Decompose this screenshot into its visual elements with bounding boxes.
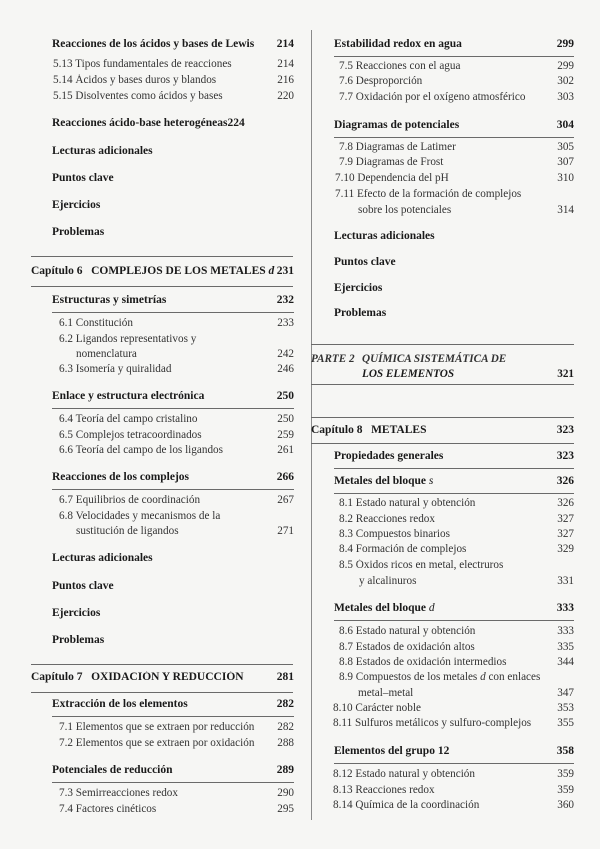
divider xyxy=(52,489,294,490)
chapter-title: COMPLEJOS DE LOS METALES xyxy=(91,265,269,277)
toc-page-number: 295 xyxy=(277,803,294,815)
toc-entry[interactable] xyxy=(339,559,574,571)
toc-entry-title: 8.7 Estados de oxidación altos xyxy=(339,641,475,653)
toc-page-number: 290 xyxy=(277,787,294,799)
toc-item-label: Ejercicios xyxy=(52,607,101,619)
divider xyxy=(31,286,293,287)
divider xyxy=(334,493,574,494)
toc-entry[interactable] xyxy=(59,429,294,441)
toc-page-number: 289 xyxy=(276,764,294,776)
toc-entry-title: 6.7 Equilibrios de coordinación xyxy=(59,494,201,506)
toc-entry-title: 8.13 Reacciones redox xyxy=(333,784,435,796)
toc-entry[interactable] xyxy=(59,510,294,522)
divider xyxy=(334,763,574,764)
toc-entry-continued[interactable] xyxy=(358,204,574,216)
toc-entry-title: 7.6 Desproporción xyxy=(339,75,423,87)
toc-section-title: Diagramas de potenciales xyxy=(334,119,460,131)
toc-item-label: Lecturas adicionales xyxy=(52,552,153,564)
toc-entry[interactable] xyxy=(59,803,294,815)
toc-page-number: 288 xyxy=(277,737,294,749)
toc-page-number: 305 xyxy=(557,141,574,153)
toc-entry[interactable] xyxy=(333,768,574,780)
chapter-title: METALES xyxy=(371,424,427,436)
toc-entry-title: 7.3 Semirreacciones redox xyxy=(59,787,178,799)
toc-entry-title: 8.1 Estado natural y obtención xyxy=(339,497,476,509)
toc-page-number: 233 xyxy=(277,317,294,329)
toc-entry[interactable] xyxy=(339,60,574,72)
toc-page-number: 335 xyxy=(557,641,574,653)
toc-entry-title: 5.14 Ácidos y bases duros y blandos xyxy=(53,74,217,86)
toc-page-number: 360 xyxy=(557,799,574,811)
toc-page-number: 323 xyxy=(556,450,574,462)
divider xyxy=(52,408,294,409)
toc-page-number: 214 xyxy=(276,38,294,50)
toc-entry-title: 6.8 Velocidades y mecanismos de la xyxy=(59,510,221,522)
toc-page-number: 347 xyxy=(557,687,574,699)
toc-section[interactable] xyxy=(52,471,294,483)
toc-exercises[interactable] xyxy=(52,607,100,619)
toc-section[interactable] xyxy=(334,475,574,487)
toc-item-label: Puntos clave xyxy=(52,580,114,592)
toc-section-title: Metales del bloque xyxy=(334,475,429,487)
toc-entry-title: nomenclatura xyxy=(76,348,137,360)
toc-entry-title: 7.1 Elementos que se extraen por reducción xyxy=(59,721,255,733)
toc-exercises[interactable] xyxy=(334,282,382,294)
toc-section-title: Estructuras y simetrías xyxy=(52,294,167,306)
toc-entry[interactable] xyxy=(339,513,574,525)
toc-entry-title: 8.6 Estado natural y obtención xyxy=(339,625,476,637)
toc-entry[interactable] xyxy=(333,702,574,714)
toc-entry-title: 8.11 Sulfuros metálicos y sulfuro-complejos xyxy=(333,717,532,729)
toc-entry[interactable] xyxy=(59,444,294,456)
toc-page-number: 327 xyxy=(557,528,574,540)
toc-entry-title-rest: con enlaces xyxy=(485,671,541,683)
toc-entry[interactable] xyxy=(333,799,574,811)
toc-entry-title: 7.10 Dependencia del pH xyxy=(335,172,449,184)
part-title-line2: LOS ELEMENTOS xyxy=(362,368,455,380)
toc-page-number: 333 xyxy=(557,625,574,637)
toc-entry-title: sobre los potenciales xyxy=(358,204,452,216)
toc-entry[interactable] xyxy=(333,784,574,796)
chapter-label: Capítulo 6 xyxy=(31,265,83,277)
toc-entry-title: 8.8 Estados de oxidación intermedios xyxy=(339,656,507,668)
toc-page-number: 214 xyxy=(277,58,294,70)
toc-page-number: 358 xyxy=(556,745,574,757)
toc-section-title: Potenciales de reducción xyxy=(52,764,173,776)
toc-entry[interactable] xyxy=(339,497,574,509)
toc-entry[interactable] xyxy=(339,641,574,653)
toc-further-reading[interactable] xyxy=(334,230,435,242)
toc-entry[interactable] xyxy=(59,413,294,425)
toc-entry[interactable] xyxy=(339,75,574,87)
toc-item-label: Lecturas adicionales xyxy=(52,145,153,157)
divider xyxy=(31,664,293,665)
toc-page-number: 344 xyxy=(557,656,574,668)
toc-item-label: Problemas xyxy=(52,226,105,238)
toc-item-label: Lecturas adicionales xyxy=(334,230,435,242)
toc-section[interactable] xyxy=(52,294,294,306)
toc-page-number: 304 xyxy=(556,119,574,131)
toc-page-number: 353 xyxy=(557,702,574,714)
toc-page-number: 242 xyxy=(277,348,294,360)
toc-entry-title: metal–metal xyxy=(358,687,414,699)
toc-chapter[interactable] xyxy=(31,671,294,683)
toc-entry-title: 6.1 Constitución xyxy=(59,317,133,329)
toc-page-number: 220 xyxy=(277,90,294,102)
divider xyxy=(31,692,293,693)
divider xyxy=(52,782,294,783)
toc-section-title-italic: s xyxy=(428,475,434,487)
toc-entry[interactable] xyxy=(59,333,294,345)
part-label: PARTE 2 xyxy=(311,353,355,365)
toc-section-title: Metales del bloque xyxy=(334,602,429,614)
toc-page-number: 329 xyxy=(557,543,574,555)
toc-page-number: 359 xyxy=(557,768,574,780)
toc-entry-continued[interactable] xyxy=(76,525,294,537)
toc-entry[interactable] xyxy=(339,156,574,168)
toc-page-number: 307 xyxy=(557,156,574,168)
divider xyxy=(52,312,294,313)
part-title: QUÍMICA SISTEMÁTICA DE xyxy=(362,353,507,365)
toc-entry-title: 6.2 Ligandos representativos y xyxy=(59,333,197,345)
toc-entry[interactable] xyxy=(59,363,294,375)
toc-page-number: 282 xyxy=(276,698,294,710)
toc-entry[interactable] xyxy=(333,717,574,729)
toc-section[interactable] xyxy=(334,38,574,50)
toc-section[interactable] xyxy=(52,38,294,50)
toc-further-reading[interactable] xyxy=(52,552,153,564)
toc-entry-title: 8.3 Compuestos binarios xyxy=(339,528,450,540)
toc-entry[interactable] xyxy=(339,141,574,153)
toc-entry[interactable] xyxy=(339,528,574,540)
toc-page-number: 266 xyxy=(276,471,294,483)
toc-entry-title: 8.12 Estado natural y obtención xyxy=(333,768,475,780)
chapter-title: OXIDACIÓN Y REDUCCIÓN xyxy=(91,671,244,683)
divider xyxy=(311,384,574,385)
toc-entry[interactable] xyxy=(335,188,574,200)
toc-section-title-italic: d xyxy=(428,602,435,614)
divider xyxy=(311,344,574,345)
toc-problems[interactable] xyxy=(334,307,386,319)
toc-entry[interactable] xyxy=(339,656,574,668)
toc-item-label: Ejercicios xyxy=(52,199,101,211)
toc-page-number: 232 xyxy=(276,294,294,306)
toc-entry-title: 8.10 Carácter noble xyxy=(333,702,421,714)
toc-page-number: 282 xyxy=(277,721,294,733)
toc-section[interactable] xyxy=(52,764,294,776)
chapter-label: Capítulo 8 xyxy=(311,424,363,436)
toc-section-title: Elementos del grupo 12 xyxy=(334,745,450,757)
toc-entry-title: 7.9 Diagramas de Frost xyxy=(339,156,444,168)
toc-entry-title: 8.5 Óxidos ricos en metal, electruros xyxy=(339,559,504,571)
toc-entry-title: 6.6 Teoría del campo de los ligandos xyxy=(59,444,223,456)
toc-exercises[interactable] xyxy=(52,199,100,211)
toc-entry-title: 6.4 Teoría del campo cristalino xyxy=(59,413,198,425)
toc-page-number: 259 xyxy=(277,429,294,441)
toc-entry[interactable] xyxy=(339,625,574,637)
toc-entry[interactable] xyxy=(335,172,574,184)
toc-entry-title: 7.7 Oxidación por el oxígeno atmosférico xyxy=(339,91,526,103)
toc-item-label: Puntos clave xyxy=(334,256,396,268)
toc-entry-title: 7.8 Diagramas de Latimer xyxy=(339,141,456,153)
toc-entry-title-italic: d xyxy=(480,671,486,683)
toc-section[interactable] xyxy=(52,390,294,402)
toc-entry-title: 7.5 Reacciones con el agua xyxy=(339,60,461,72)
toc-page-number: 299 xyxy=(556,38,574,50)
toc-section-title: Estabilidad redox en agua xyxy=(334,38,462,50)
toc-page-number: 323 xyxy=(556,424,574,436)
toc-entry[interactable] xyxy=(59,721,294,733)
toc-entry[interactable] xyxy=(339,671,574,683)
toc-page-number: 333 xyxy=(556,602,574,614)
toc-entry-title: 5.13 Tipos fundamentales de reacciones xyxy=(53,58,232,70)
toc-entry-title: 8.9 Compuestos de los metales xyxy=(339,671,481,683)
toc-item-label: Problemas xyxy=(52,634,105,646)
toc-entry-continued[interactable] xyxy=(358,687,574,699)
toc-section-title: Reacciones de los complejos xyxy=(52,471,190,483)
toc-entry-title: 8.2 Reacciones redox xyxy=(339,513,435,525)
toc-entry[interactable] xyxy=(339,91,574,103)
divider xyxy=(334,468,574,469)
toc-entry-continued[interactable] xyxy=(359,575,574,587)
toc-entry-continued[interactable] xyxy=(76,348,294,360)
toc-entry[interactable] xyxy=(53,90,294,102)
divider xyxy=(334,137,574,138)
toc-page-number: 355 xyxy=(557,717,574,729)
toc-item-label: Puntos clave xyxy=(52,172,114,184)
toc-page-number: 331 xyxy=(557,575,574,587)
toc-page-number: 267 xyxy=(277,494,294,506)
toc-page-number: 216 xyxy=(277,74,294,86)
toc-chapter[interactable] xyxy=(311,424,574,436)
toc-section[interactable] xyxy=(334,119,574,131)
toc-page-number: 299 xyxy=(557,60,574,72)
toc-entry-title: y alcalinuros xyxy=(359,575,417,587)
toc-page-number: 271 xyxy=(277,525,294,537)
toc-page-number: 302 xyxy=(557,75,574,87)
toc-page-number: 261 xyxy=(277,444,294,456)
toc-entry-title: 5.15 Disolventes como ácidos y bases xyxy=(53,90,223,102)
toc-page-number: 326 xyxy=(557,497,574,509)
toc-section[interactable] xyxy=(334,450,574,462)
toc-entry[interactable] xyxy=(59,494,294,506)
divider xyxy=(311,443,574,444)
divider xyxy=(311,417,574,418)
toc-page-number: 327 xyxy=(557,513,574,525)
divider xyxy=(334,620,574,621)
toc-entry-title: sustitución de ligandos xyxy=(76,525,179,537)
chapter-title-italic: d xyxy=(268,265,275,277)
toc-entry-title: 6.5 Complejos tetracoordinados xyxy=(59,429,202,441)
divider xyxy=(31,256,293,257)
toc-item-label: Problemas xyxy=(334,307,387,319)
toc-problems[interactable] xyxy=(52,634,104,646)
toc-section-title: Extracción de los elementos xyxy=(52,698,188,710)
toc-entry[interactable] xyxy=(53,58,294,70)
toc-key-points[interactable] xyxy=(52,172,114,184)
toc-section[interactable] xyxy=(52,117,294,129)
toc-key-points[interactable] xyxy=(334,256,396,268)
toc-entry[interactable] xyxy=(59,317,294,329)
toc-further-reading[interactable] xyxy=(52,145,153,157)
chapter-label: Capítulo 7 xyxy=(31,671,83,683)
toc-entry[interactable] xyxy=(53,74,294,86)
toc-entry-title: 7.4 Factores cinéticos xyxy=(59,803,157,815)
toc-chapter[interactable] xyxy=(31,265,294,277)
toc-entry[interactable] xyxy=(59,787,294,799)
toc-entry[interactable] xyxy=(59,737,294,749)
toc-page-number: 231 xyxy=(276,265,294,277)
divider xyxy=(334,56,574,57)
toc-part[interactable] xyxy=(362,368,574,380)
toc-page-number: 303 xyxy=(557,91,574,103)
toc-page-number: 246 xyxy=(277,363,294,375)
toc-section-title: Reacciones ácido-base heterogéneas224 xyxy=(52,117,245,129)
toc-entry-title: 7.11 Efecto de la formación de complejos xyxy=(335,188,522,200)
toc-problems[interactable] xyxy=(52,226,104,238)
toc-entry-title: 8.14 Química de la coordinación xyxy=(333,799,480,811)
toc-page-number: 326 xyxy=(556,475,574,487)
toc-section[interactable] xyxy=(334,745,574,757)
toc-key-points[interactable] xyxy=(52,580,114,592)
toc-entry-title: 7.2 Elementos que se extraen por oxidación xyxy=(59,737,255,749)
toc-page-number: 250 xyxy=(277,413,294,425)
toc-page-number: 250 xyxy=(276,390,294,402)
toc-section-title: Enlace y estructura electrónica xyxy=(52,390,205,402)
toc-item-label: Ejercicios xyxy=(334,282,383,294)
toc-page-number: 314 xyxy=(557,204,574,216)
toc-section-title: Reacciones de los ácidos y bases de Lewis xyxy=(52,38,255,50)
toc-page-number: 359 xyxy=(557,784,574,796)
toc-section[interactable] xyxy=(334,602,574,614)
toc-page-number: 310 xyxy=(557,172,574,184)
toc-entry-title: 6.3 Isomería y quiralidad xyxy=(59,363,172,375)
toc-section[interactable] xyxy=(52,698,294,710)
toc-section-title: Propiedades generales xyxy=(334,450,444,462)
toc-entry-title: 8.4 Formación de complejos xyxy=(339,543,467,555)
toc-page-number: 321 xyxy=(557,368,574,380)
toc-page-number: 281 xyxy=(276,671,294,683)
divider xyxy=(52,716,294,717)
toc-entry[interactable] xyxy=(339,543,574,555)
